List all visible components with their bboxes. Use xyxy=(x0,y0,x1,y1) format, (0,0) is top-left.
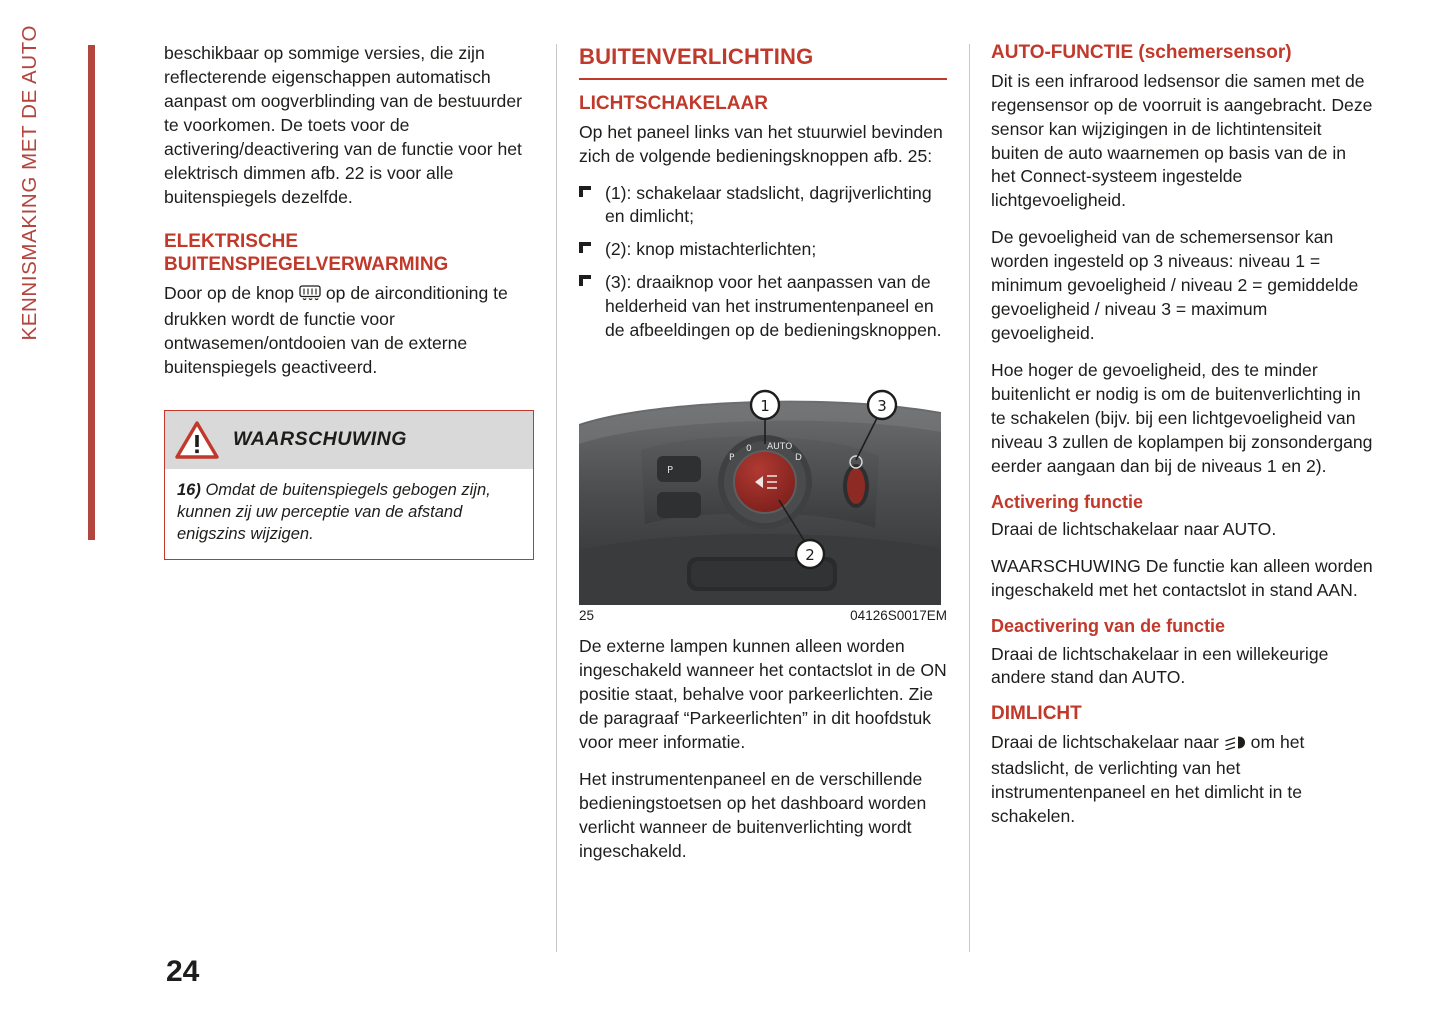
section-title-rule xyxy=(579,78,947,80)
auto-paragraph-2: De gevoeligheid van de schemersensor kan worden ingesteld op 3 niveaus: niveau 1 = minimum gevoeligheid / niveau 2 = gemiddelde gevoeligheid / niveau 3 = maximum gevoeligheid. xyxy=(991,227,1359,344)
activation-text-2: WAARSCHUWING De functie kan alleen worden ingeschakeld met het contactslot in stand AAN. xyxy=(991,556,1373,600)
list-item xyxy=(579,271,947,343)
figure-image xyxy=(579,352,941,605)
svg-text:2: 2 xyxy=(805,546,815,565)
section-title-exterior-lighting: BUITENVERLICHTING xyxy=(579,44,814,69)
heading-line-1: ELEKTRISCHE xyxy=(164,231,299,253)
column-divider-1 xyxy=(556,44,557,952)
square-bullet-icon xyxy=(579,186,592,197)
heading-light-switch: LICHTSCHAKELAAR xyxy=(579,92,768,114)
chapter-label-container xyxy=(0,0,100,600)
figure-number: 25 xyxy=(579,608,595,624)
warning-header xyxy=(165,411,533,469)
chapter-label: KENNISMAKING MET DE AUTO xyxy=(18,25,41,341)
svg-text:P: P xyxy=(667,465,674,477)
column-middle xyxy=(579,42,947,877)
page-columns xyxy=(164,42,1379,952)
svg-text:P: P xyxy=(729,453,735,464)
defrost-mirror-icon xyxy=(299,284,321,308)
heading-dimlight: DIMLICHT xyxy=(991,703,1082,725)
column-divider-2 xyxy=(969,44,970,952)
square-bullet-icon xyxy=(579,275,592,286)
square-bullet-icon xyxy=(579,242,592,253)
paragraph-instrument-panel: Het instrumentenpaneel en de verschillende bedieningstoetsen op het dashboard worden verlicht wanneer de buitenverlichting wordt ingeschakeld. xyxy=(579,769,927,861)
dimlight-text-part2: om het stadslicht, de verlichting van het instrumentenpaneel en het dimlicht in te schakelen. xyxy=(991,732,1305,826)
column-left xyxy=(164,42,534,560)
heading-activation: Activering functie xyxy=(991,491,1144,512)
heading-line-2: BUITENSPIEGELVERWARMING xyxy=(164,254,449,276)
warning-number: 16) xyxy=(177,480,201,499)
page-number: 24 xyxy=(166,955,200,988)
auto-paragraph-1: Dit is een infrarood ledsensor die samen met de regensensor op de voorruit is aangebracht. Deze sensor kan wijzigingen in de lichtintensiteit buiten de auto waarnemen op basis van de in het Connect-systeem ingestelde lichtgevoeligheid. xyxy=(991,70,1373,211)
heading-auto-function: AUTO-FUNCTIE (schemersensor) xyxy=(991,42,1292,63)
svg-text:3: 3 xyxy=(877,397,887,416)
figure-light-switch-panel xyxy=(579,352,947,625)
heading-electric-mirror-heating xyxy=(164,231,534,277)
list-item-text: (3): draaiknop voor het aanpassen van de helderheid van het instrumentenpaneel en de afbeeldingen op de bedieningsknoppen. xyxy=(605,272,942,341)
mirror-heating-text-part2: op de airconditioning te drukken wordt de functie voor ontwasemen/ontdooien van de externe buitenspiegels geactiveerd. xyxy=(164,283,508,377)
list-item-text: (1): schakelaar stadslicht, dagrijverlichting en dimlicht; xyxy=(605,182,932,227)
figure-caption xyxy=(579,607,947,625)
heading-deactivation: Deactivering van de functie xyxy=(991,615,1226,636)
column-right xyxy=(991,42,1373,842)
dimlight-paragraph xyxy=(991,731,1373,829)
auto-paragraph-3: Hoe hoger de gevoeligheid, des te minder buitenlicht er nodig is om de buitenverlichting in te schakelen (bijv. bij een lichtgevoeligheid van niveau 3 zullen de koplampen bij zonsondergang eerder aangaan dan bij de niveaus 1 en 2). xyxy=(991,359,1373,476)
low-beam-icon xyxy=(1224,733,1246,757)
list-item-text: (2): knop mistachterlichten; xyxy=(605,239,817,260)
paragraph-external-lamps: De externe lampen kunnen alleen worden ingeschakeld wanneer het contactslot in de ON positie staat, behalve voor parkeerlichten. Zie de paragraaf “Parkeerlichten” in dit hoofdstuk voor meer informatie. xyxy=(579,636,947,753)
list-item xyxy=(579,238,947,262)
svg-text:AUTO: AUTO xyxy=(767,442,793,453)
figure-code: 04126S0017EM xyxy=(850,608,947,624)
list-item xyxy=(579,182,947,230)
activation-text-1: Draai de lichtschakelaar naar AUTO. xyxy=(991,519,1277,540)
mirror-heating-paragraph xyxy=(164,282,534,380)
deactivation-text: Draai de lichtschakelaar in een willekeurige andere stand dan AUTO. xyxy=(991,643,1329,688)
dimlight-text-part1: Draai de lichtschakelaar naar xyxy=(991,732,1219,753)
warning-body xyxy=(165,469,533,559)
intro-paragraph: beschikbaar op sommige versies, die zijn reflecterende eigenschappen automatisch aanpast om oogverblinding van de bestuurder te voorkomen. De toets voor de activering/deactivering van de functie voor het elektrisch dimmen afb. 22 is voor alle buitenspiegels dezelfde. xyxy=(164,43,522,207)
warning-text: Omdat de buitenspiegels gebogen zijn, kunnen zij uw perceptie van de afstand enigszins wijzigen. xyxy=(177,480,491,543)
mirror-heating-text-part1: Door op de knop xyxy=(164,283,295,304)
svg-text:D: D xyxy=(795,453,802,464)
warning-title: WAARSCHUWING xyxy=(233,428,407,451)
svg-text:0: 0 xyxy=(746,444,752,455)
warning-box xyxy=(164,410,534,560)
light-switch-intro: Op het paneel links van het stuurwiel bevinden zich de volgende bedieningsknoppen afb. 25: xyxy=(579,121,943,166)
warning-triangle-icon xyxy=(175,420,219,460)
svg-text:1: 1 xyxy=(760,397,770,416)
